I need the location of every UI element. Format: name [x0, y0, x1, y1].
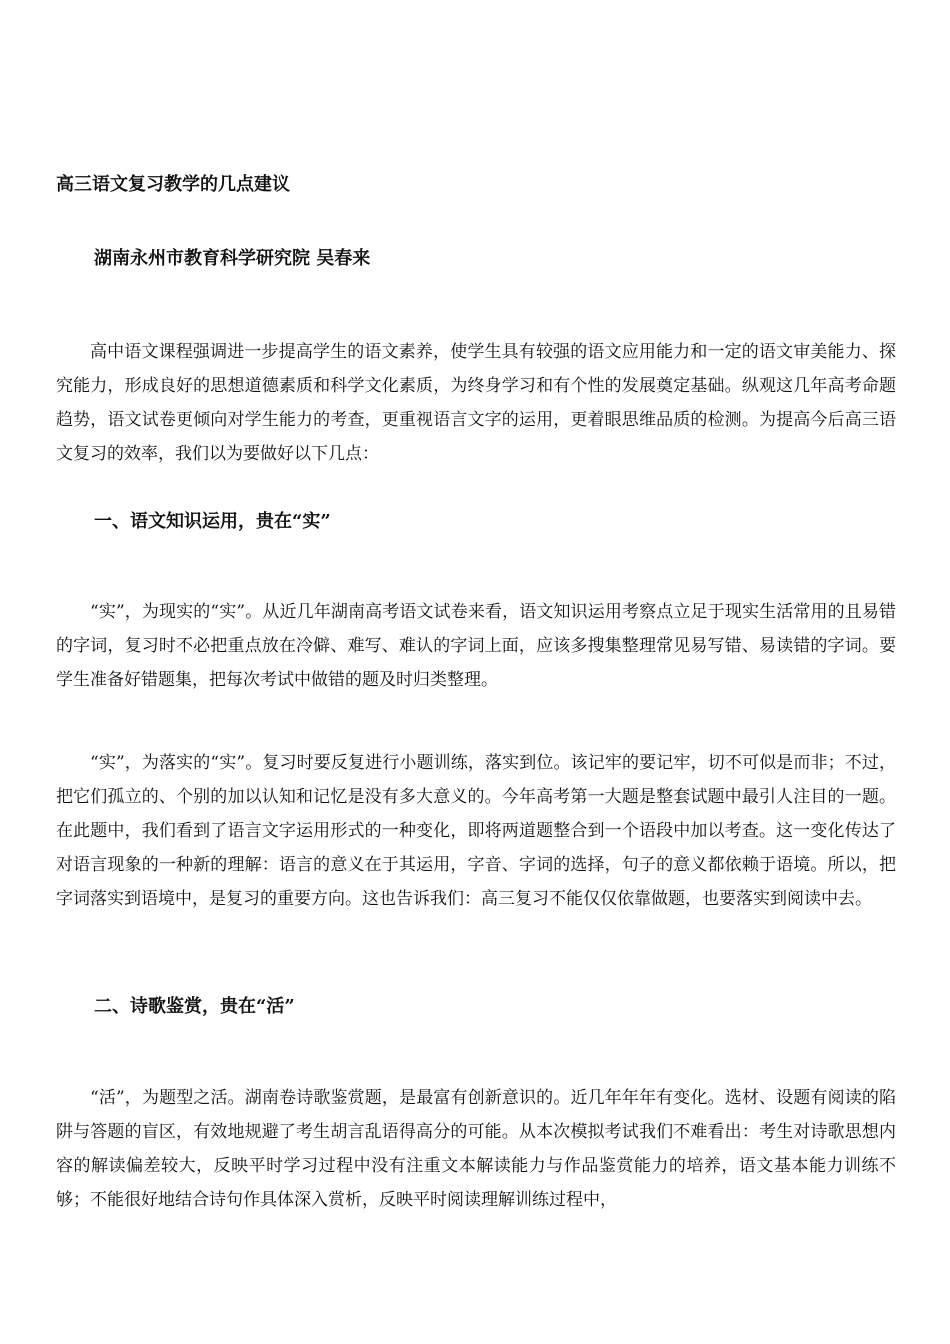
intro-paragraph: 高中语文课程强调进一步提高学生的语文素养，使学生具有较强的语文应用能力和一定的语文审美能力、探究能力，形成良好的思想道德素质和科学文化素质，为终身学习和有个性的发展奠定基础。纵观这几年高考命题趋势，语文试卷更倾向对学生能力的考查，更重视语言文字的运用，更着眼思维品质的检测。为提高今后高三语文复习的效率，我们以为要做好以下几点：	[56, 342, 896, 464]
section-1-heading: 一、语文知识运用，贵在“实”	[94, 511, 331, 532]
section-1-paragraph-2: “实”，为落实的“实”。复习时要反复进行小题训练，落实到位。该记牢的要记牢，切不可似是而非；不过，把它们孤立的、个别的加以认知和记忆是没有多大意义的。今年高考第一大题是整套试题中最引人注目的一题。在此题中，我们看到了语言文字运用形式的一种变化，即将两道题整合到一个语段中加以考查。这一变化传达了对语言现象的一种新的理解：语言的意义在于其运用，字音、字词的选择，句子的意义都依赖于语境。所以，把字词落实到语境中，是复习的重要方向。这也告诉我们：高三复习不能仅仅依靠做题，也要落实到阅读中去。	[56, 753, 896, 909]
section-1-paragraph-1: “实”，为现实的“实”。从近几年湖南高考语文试卷来看，语文知识运用考察点立足于现实生活常用的且易错的字词，复习时不必把重点放在冷僻、难写、难认的字词上面，应该多搜集整理常见易写错、易读错的字词。要学生准备好错题集，把每次考试中做错的题及时归类整理。	[56, 602, 896, 690]
author-line: 湖南永州市教育科学研究院 吴春来	[94, 248, 371, 269]
section-2-paragraph-1: “活”，为题型之活。湖南卷诗歌鉴赏题，是最富有创新意识的。近几年年年有变化。选材、设题有阅读的陷阱与答题的盲区，有效地规避了考生胡言乱语得高分的可能。从本次模拟考试我们不难看出：考生对诗歌思想内容的解读偏差较大，反映平时学习过程中没有注重文本解读能力与作品鉴赏能力的培养，语文基本能力训练不够；不能很好地结合诗句作具体深入赏析，反映平时阅读理解训练过程中，	[56, 1088, 896, 1210]
document-title: 高三语文复习教学的几点建议	[56, 174, 290, 195]
section-2-heading: 二、诗歌鉴赏，贵在“活”	[94, 996, 295, 1017]
